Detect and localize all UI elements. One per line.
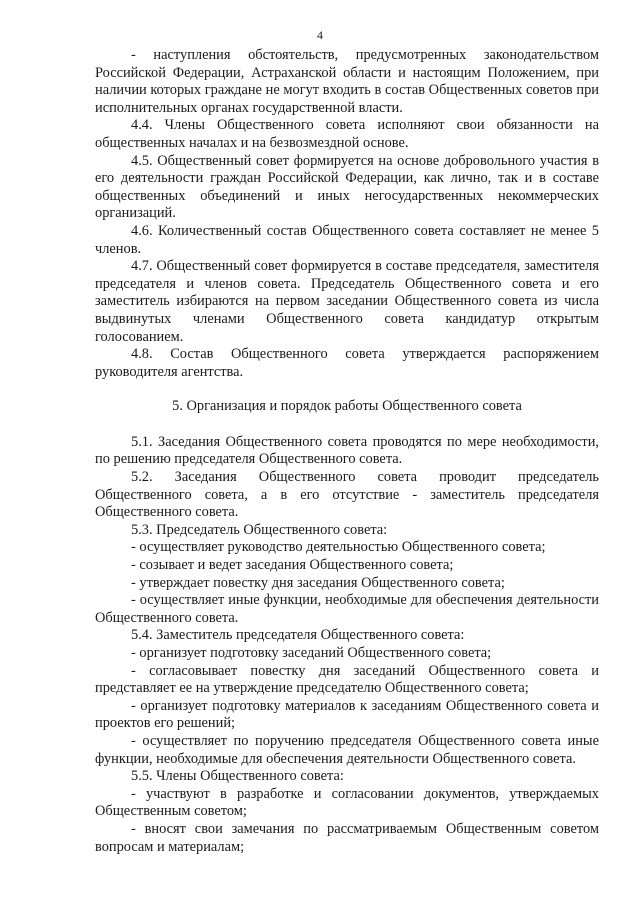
paragraph: - согласовывает повестку дня заседаний Общественного совета и представляет ее на утверждение председателю Общественного совета; <box>95 662 599 697</box>
paragraph: - осуществляет иные функции, необходимые для обеспечения деятельности Общественного совета. <box>95 592 599 626</box>
paragraph: 4.8. Состав Общественного совета утверждается распоряжением руководителя агентства. <box>95 346 599 380</box>
paragraph: 5.4. Заместитель председателя Общественного совета: <box>131 627 465 644</box>
paragraph: - осуществляет по поручению председателя Общественного совета иные функции, необходимые для обеспечения деятельности Общественного совета. <box>95 732 599 767</box>
paragraph: - осуществляет руководство деятельностью Общественного совета; <box>131 539 546 556</box>
paragraph: 4.6. Количественный состав Общественного совета составляет не менее 5 членов. <box>95 222 599 257</box>
paragraph: 4.4. Члены Общественного совета исполняют свои обязанности на общественных началах и на безвозмездной основе. <box>95 117 599 151</box>
paragraph: 4.5. Общественный совет формируется на основе добровольного участия в его деятельности граждан Российской Федерации, как лично, так и в составе общественных объединений и иных негосударственных некоммерческих организаций. <box>95 152 599 222</box>
paragraph: 4.7. Общественный совет формируется в составе председателя, заместителя председателя и членов совета. Председатель Общественного совета и его заместитель избираются на первом заседании Общественного совета из числа выдвинутых членами Общественного совета кандидатур открытым голосованием. <box>95 258 599 345</box>
paragraph: 5.2. Заседания Общественного совета проводит председатель Общественного совета, а в его отсутствие - заместитель председателя Общественного совета. <box>95 469 599 521</box>
paragraph: - участвуют в разработке и согласовании документов, утверждаемых Общественным советом; <box>95 785 599 820</box>
page-number: 4 <box>317 28 323 42</box>
paragraph: 5.3. Председатель Общественного совета: <box>131 521 388 538</box>
section-5-body <box>95 434 599 856</box>
paragraph: 5.1. Заседания Общественного совета проводятся по мере необходимости, по решению председателя Общественного совета. <box>95 433 599 468</box>
paragraph: - организует подготовку заседаний Общественного совета; <box>131 645 492 661</box>
paragraph: - организует подготовку материалов к заседаниям Общественного совета и проектов его решений; <box>95 697 599 732</box>
paragraph: 5.5. Члены Общественного совета: <box>131 768 344 785</box>
paragraph: - утверждает повестку дня заседания Общественного совета; <box>131 574 505 591</box>
paragraph: - созывает и ведет заседания Общественного совета; <box>131 557 454 574</box>
document-body <box>95 47 599 856</box>
paragraph: - наступления обстоятельств, предусмотренных законодательством Российской Федерации, Астраханской области и настоящим Положением, при наличии которых граждане не могут входить в состав Общественных советов при исполнительных органах государственной власти. <box>95 47 599 116</box>
section-title: 5. Организация и порядок работы Общественного совета <box>172 398 522 415</box>
paragraph: - вносят свои замечания по рассматриваемым Общественным советом вопросам и материалам; <box>95 820 599 855</box>
section-4-continuation <box>95 47 599 381</box>
